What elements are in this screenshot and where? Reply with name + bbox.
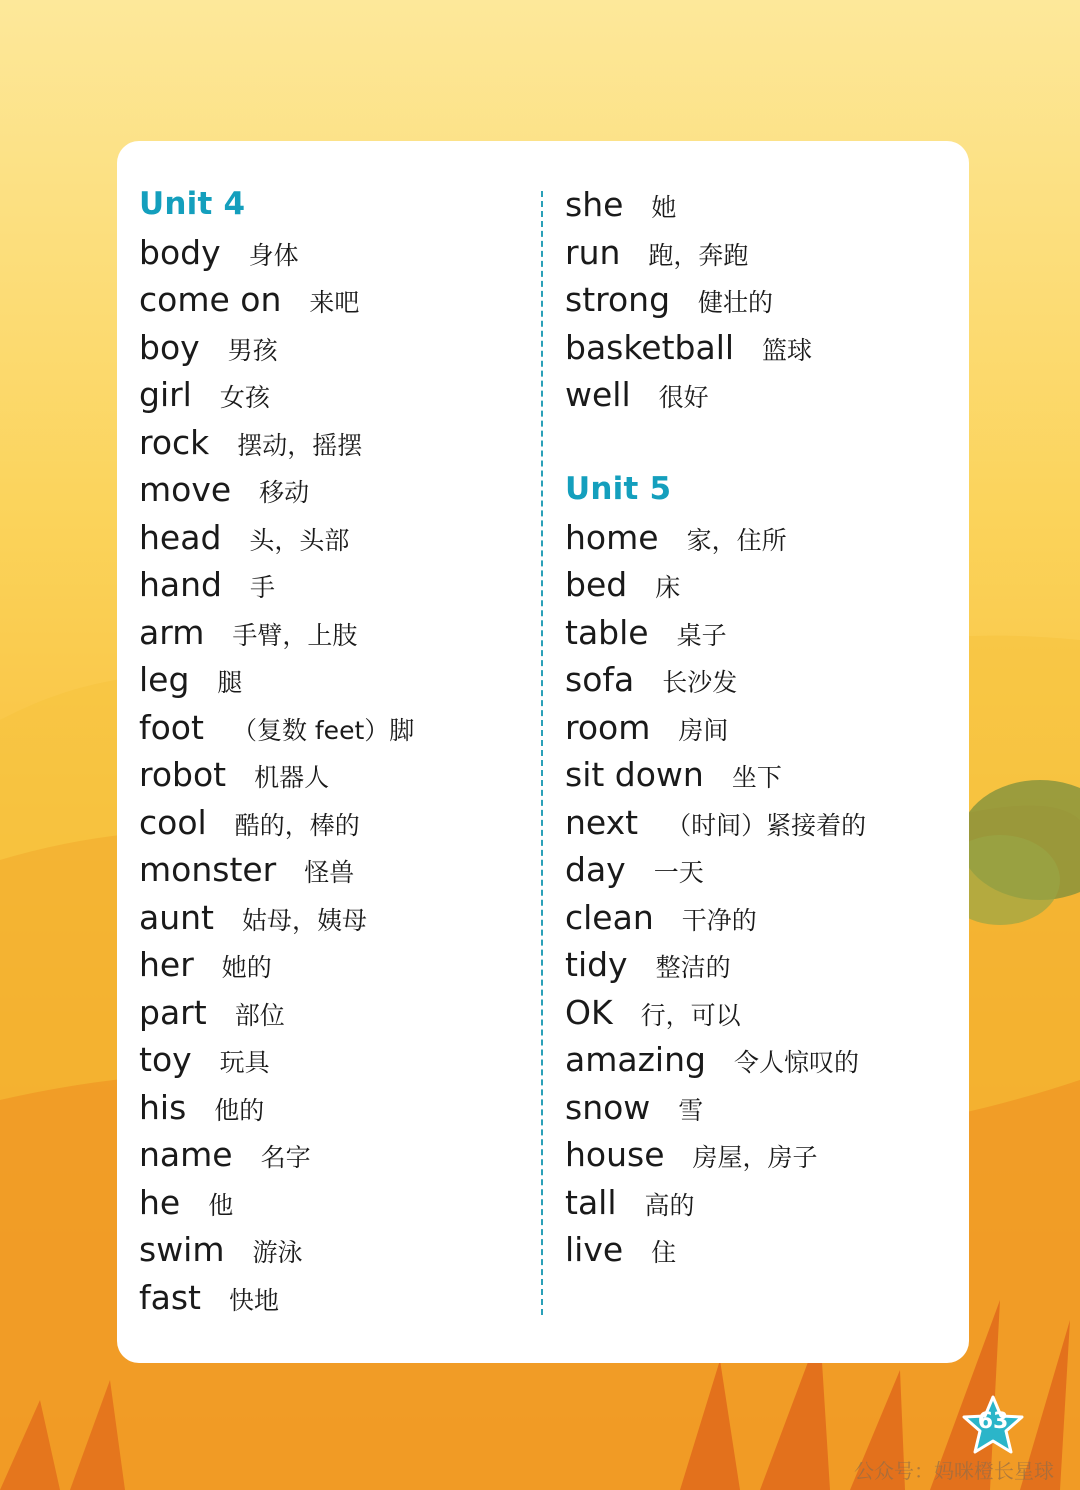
english-word: fast (139, 1277, 201, 1317)
vocabulary-card (117, 141, 969, 1363)
chinese-meaning: 身体 (248, 240, 299, 270)
word-row (565, 1084, 866, 1132)
english-word: bed (565, 565, 628, 604)
word-row (565, 609, 866, 657)
unit-title: Unit 5 (565, 471, 672, 507)
word-row (139, 1179, 414, 1227)
word-row (139, 371, 414, 419)
word-row (139, 799, 414, 847)
word-row (565, 989, 866, 1037)
english-word: toy (139, 1040, 192, 1079)
chinese-meaning: （复数 feet）脚 (231, 715, 415, 745)
chinese-meaning: 健壮的 (698, 288, 774, 317)
chinese-meaning: 摆动，摇摆 (237, 430, 363, 460)
word-row (139, 324, 414, 372)
word-row (565, 276, 866, 324)
word-row (139, 989, 414, 1037)
chinese-meaning: 干净的 (681, 905, 757, 935)
english-word: sit down (565, 755, 704, 794)
word-row (565, 1179, 866, 1227)
spacer (565, 419, 866, 467)
chinese-meaning: 来吧 (309, 288, 360, 317)
word-row (565, 1131, 866, 1179)
english-word: his (139, 1087, 187, 1127)
english-word: come on (139, 280, 282, 319)
english-word: her (139, 945, 194, 984)
chinese-meaning: 房屋，房子 (692, 1143, 818, 1172)
page-number: 63 (977, 1409, 1009, 1434)
english-word: sofa (565, 660, 635, 699)
english-word: robot (139, 755, 227, 794)
chinese-meaning: 名字 (260, 1143, 311, 1172)
word-row (139, 419, 414, 467)
word-row (139, 514, 414, 562)
english-word: part (139, 992, 207, 1032)
word-row (565, 941, 866, 989)
english-word: boy (139, 327, 200, 367)
english-word: home (565, 517, 659, 557)
word-row (139, 1036, 414, 1084)
chinese-meaning: 头，头部 (249, 525, 350, 555)
chinese-meaning: 很好 (658, 383, 709, 412)
chinese-meaning: 怪兽 (304, 858, 355, 887)
chinese-meaning: 雪 (678, 1095, 704, 1125)
chinese-meaning: 游泳 (252, 1238, 303, 1267)
english-word: live (565, 1230, 624, 1269)
english-word: foot (139, 707, 204, 747)
chinese-meaning: 一天 (653, 858, 704, 887)
word-row (139, 1274, 414, 1322)
word-row (565, 181, 866, 229)
chinese-meaning: 他的 (214, 1095, 265, 1125)
chinese-meaning: 她的 (221, 953, 272, 982)
english-word: clean (565, 897, 654, 937)
chinese-meaning: 家，住所 (686, 525, 787, 555)
chinese-meaning: 篮球 (762, 335, 813, 365)
chinese-meaning: 部位 (234, 1000, 285, 1030)
word-row (139, 276, 414, 324)
chinese-meaning: 手臂，上肢 (232, 620, 358, 650)
word-row (139, 1226, 414, 1274)
word-row (139, 229, 414, 277)
chinese-meaning: 机器人 (254, 763, 330, 792)
chinese-meaning: 男孩 (227, 335, 278, 365)
chinese-meaning: 女孩 (219, 383, 270, 412)
english-word: rock (139, 422, 210, 462)
chinese-meaning: （时间）紧接着的 (666, 810, 867, 840)
english-word: leg (139, 660, 190, 699)
english-word: he (139, 1182, 181, 1222)
english-word: tall (565, 1182, 617, 1222)
chinese-meaning: 手 (250, 573, 276, 602)
chinese-meaning: 玩具 (219, 1048, 270, 1077)
chinese-meaning: 行，可以 (640, 1000, 741, 1030)
word-list (565, 181, 866, 419)
watermark: 公众号：妈咪橙长星球 (854, 1459, 1054, 1483)
word-row (565, 846, 866, 894)
english-word: snow (565, 1087, 651, 1127)
word-row (139, 561, 414, 609)
english-word: room (565, 707, 651, 747)
chinese-meaning: 酷的，棒的 (234, 810, 360, 840)
english-word: basketball (565, 327, 735, 367)
english-word: tidy (565, 945, 628, 984)
english-word: hand (139, 565, 222, 604)
word-row (139, 609, 414, 657)
english-word: swim (139, 1230, 225, 1269)
english-word: run (565, 232, 621, 272)
chinese-meaning: 长沙发 (662, 668, 738, 697)
english-word: name (139, 1135, 233, 1174)
chinese-meaning: 腿 (217, 668, 243, 697)
column-divider (541, 191, 543, 1315)
word-row (139, 751, 414, 799)
word-row (565, 656, 866, 704)
english-word: arm (139, 612, 205, 652)
word-row (565, 799, 866, 847)
english-word: move (139, 470, 232, 509)
english-word: strong (565, 280, 671, 319)
right-column (565, 181, 866, 1274)
chinese-meaning: 他 (208, 1190, 234, 1220)
word-row (139, 1131, 414, 1179)
chinese-meaning: 跑，奔跑 (648, 240, 749, 270)
english-word: well (565, 375, 631, 414)
left-column (139, 181, 414, 1321)
word-row (565, 371, 866, 419)
english-word: head (139, 517, 222, 557)
word-list (139, 229, 414, 1322)
chinese-meaning: 快地 (228, 1285, 279, 1315)
chinese-meaning: 桌子 (676, 620, 727, 650)
word-row (565, 1226, 866, 1274)
chinese-meaning: 移动 (259, 478, 310, 507)
word-row (565, 324, 866, 372)
word-row (565, 704, 866, 752)
word-row (139, 656, 414, 704)
chinese-meaning: 住 (651, 1238, 677, 1267)
chinese-meaning: 高的 (644, 1190, 695, 1220)
word-row (139, 846, 414, 894)
word-row (139, 466, 414, 514)
english-word: monster (139, 850, 277, 889)
chinese-meaning: 坐下 (731, 763, 782, 792)
word-row (565, 561, 866, 609)
english-word: cool (139, 802, 207, 842)
word-row (139, 941, 414, 989)
word-row (565, 514, 866, 562)
word-row (139, 704, 414, 752)
english-word: next (565, 802, 639, 842)
english-word: body (139, 232, 221, 272)
word-row (565, 229, 866, 277)
unit-title: Unit 4 (139, 186, 246, 222)
english-word: table (565, 612, 649, 652)
word-row (565, 894, 866, 942)
english-word: amazing (565, 1040, 706, 1079)
chinese-meaning: 床 (655, 573, 681, 602)
english-word: day (565, 850, 626, 889)
english-word: she (565, 185, 624, 224)
word-row (139, 894, 414, 942)
chinese-meaning: 房间 (678, 715, 729, 745)
english-word: OK (565, 992, 613, 1032)
word-list (565, 514, 866, 1274)
english-word: house (565, 1135, 665, 1174)
chinese-meaning: 她 (651, 193, 677, 222)
chinese-meaning: 姑母，姨母 (242, 905, 368, 935)
word-row (565, 751, 866, 799)
word-row (139, 1084, 414, 1132)
english-word: girl (139, 375, 192, 414)
chinese-meaning: 整洁的 (655, 953, 731, 982)
english-word: aunt (139, 897, 214, 937)
word-row (565, 1036, 866, 1084)
chinese-meaning: 令人惊叹的 (733, 1048, 859, 1077)
